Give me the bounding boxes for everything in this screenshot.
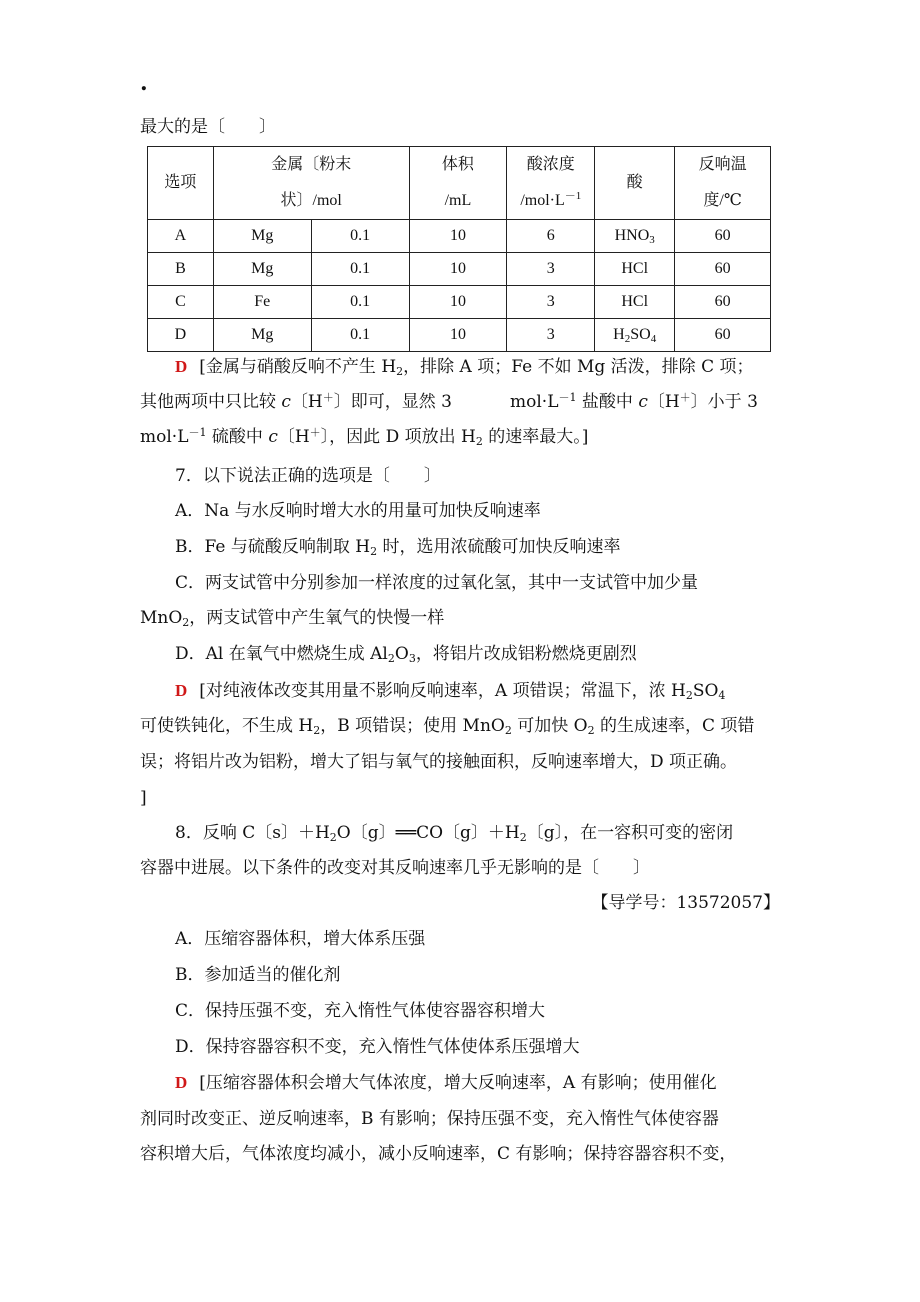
header-acid-concentration: 酸浓度 $/mol\cdot L^{-1}$ [507, 147, 595, 220]
cell-concentration: 3 [507, 253, 595, 286]
q7-option-c-line2: MnO$_2$，两支试管中产生氧气的快慢一样 [140, 608, 445, 629]
q7-option-c-line1: C．两支试管中分别参加一样浓度的过氧化氢，其中一支试管中加少量 [175, 573, 699, 593]
cell-acid: HCl [595, 286, 675, 319]
cell-volume: 10 [409, 220, 507, 253]
answer6-line3: $mol\cdot L^{-1}$ 硫酸中 c〔H＋〕，因此 D 项放出 $H_2$ 的速率最大。] [140, 426, 589, 448]
answer6-line2: 其他两项中只比较 c〔H＋〕即可，显然 3 $mol\cdot L^{-1}$ 盐酸中 c〔H＋〕小于 3 [140, 391, 758, 412]
q7-option-d: D．Al 在氧气中燃烧生成 $Al_2O_3$，将铝片改成铝粉燃烧更剧烈 [175, 644, 637, 665]
cell-metal: Fe [213, 286, 311, 319]
q8-option-b: B．参加适当的催化剂 [175, 965, 341, 985]
cell-metal: Mg [213, 220, 311, 253]
q8-line2: 容器中进展。以下条件的改变对其反响速率几乎无影响的是〔 〕 [140, 858, 650, 878]
cell-metal: Mg [213, 319, 311, 352]
cell-volume: 10 [409, 286, 507, 319]
table-row [148, 319, 771, 352]
answer6-letter: D [175, 357, 188, 376]
cell-amount: 0.1 [311, 319, 409, 352]
cell-option: A [148, 220, 214, 253]
reaction-conditions-table [147, 146, 771, 352]
q7-stem: 7．以下说法正确的选项是〔 〕 [175, 466, 441, 486]
header-option: 选项 [148, 147, 214, 220]
answer7-line4: ] [140, 788, 147, 808]
header-metal: 金属〔粉末 状〕/mol [213, 147, 409, 220]
answer8-line1: D [压缩容器体积会增大气体浓度，增大反响速率，A 有影响；使用催化 [175, 1073, 717, 1093]
cell-acid: $H_2SO_4$ [595, 319, 675, 352]
answer7-line1: D [对纯液体改变其用量不影响反响速率，A 项错误；常温下，浓 $H_2SO_4$ [175, 681, 726, 702]
table-row [148, 220, 771, 253]
answer8-letter: D [175, 1073, 188, 1092]
table-row [148, 286, 771, 319]
cell-metal: Mg [213, 253, 311, 286]
cell-concentration: 6 [507, 220, 595, 253]
q7-option-a: A．Na 与水反响时增大水的用量可加快反响速率 [175, 501, 541, 521]
q8-option-d: D．保持容器容积不变，充入惰性气体使体系压强增大 [175, 1037, 580, 1057]
cell-temperature: 60 [675, 253, 771, 286]
answer7-line2: 可使铁钝化，不生成 $H_2$，B 项错误；使用 MnO$_2$ 可加快 $O_2$ 的生成速率，C 项错 [140, 716, 755, 737]
cell-volume: 10 [409, 253, 507, 286]
answer6-line1: D [金属与硝酸反响不产生 $H_2$，排除 A 项；Fe 不如 Mg 活泼，排除 C 项； [175, 357, 754, 378]
guide-number: 【导学号：13572057】 [591, 893, 780, 913]
answer7-letter: D [175, 681, 188, 700]
header-dot: . [140, 70, 148, 96]
cell-temperature: 60 [675, 319, 771, 352]
table-row [148, 253, 771, 286]
table-header-row [148, 147, 771, 220]
q8-option-a: A．压缩容器体积，增大体系压强 [175, 929, 426, 949]
header-volume: 体积 /mL [409, 147, 507, 220]
cell-temperature: 60 [675, 220, 771, 253]
q6-stem-end: 最大的是〔 〕 [140, 117, 276, 137]
cell-amount: 0.1 [311, 286, 409, 319]
cell-concentration: 3 [507, 286, 595, 319]
answer7-line3: 误；将铝片改为铝粉，增大了铝与氧气的接触面积，反响速率增大，D 项正确。 [140, 752, 738, 772]
cell-acid: HCl [595, 253, 675, 286]
answer8-line3: 容积增大后，气体浓度均减小，减小反响速率，C 有影响；保持容器容积不变， [140, 1144, 737, 1164]
answer8-line2: 剂同时改变正、逆反响速率，B 有影响；保持压强不变，充入惰性气体使容器 [140, 1109, 719, 1129]
equilibrium-sign: ══ [395, 823, 417, 843]
cell-amount: 0.1 [311, 253, 409, 286]
cell-option: D [148, 319, 214, 352]
cell-concentration: 3 [507, 319, 595, 352]
q8-line1: 8．反响 C〔s〕$+H_2O$〔g〕══CO〔g〕$+H_2$〔g〕，在一容积可变的密闭 [175, 823, 734, 844]
cell-option: C [148, 286, 214, 319]
header-acid: 酸 [595, 147, 675, 220]
header-temperature: 反响温 度/℃ [675, 147, 771, 220]
cell-temperature: 60 [675, 286, 771, 319]
cell-volume: 10 [409, 319, 507, 352]
q8-option-c: C．保持压强不变，充入惰性气体使容器容积增大 [175, 1001, 546, 1021]
cell-acid: $HNO_3$ [595, 220, 675, 253]
cell-option: B [148, 253, 214, 286]
q7-option-b: B．Fe 与硫酸反响制取 $H_2$ 时，选用浓硫酸可加快反响速率 [175, 537, 621, 558]
cell-amount: 0.1 [311, 220, 409, 253]
